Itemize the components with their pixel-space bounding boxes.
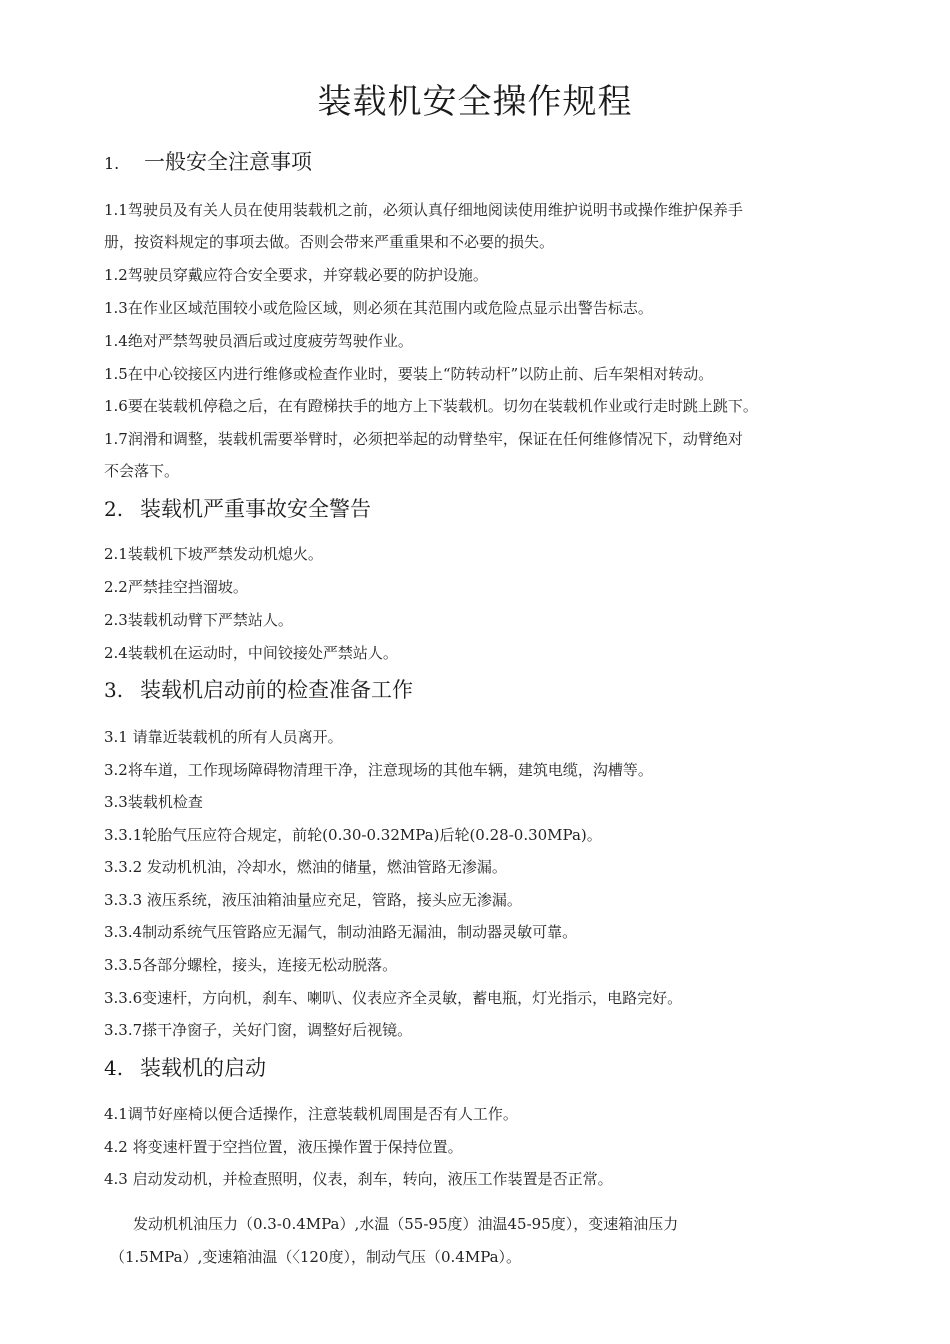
text-line: 2.1装载机下坡严禁发动机熄火。 [104, 545, 323, 563]
section-3-heading [104, 674, 413, 704]
section-2-heading [104, 493, 371, 523]
paragraph-line: 发动机机油压力（0.3-0.4MPa）,水温（55-95度）油温45-95度），变速箱油压力 [133, 1215, 679, 1233]
section-title: 装载机的启动 [140, 1056, 266, 1080]
text-line: 2.2严禁挂空挡溜坡。 [104, 578, 248, 596]
text-line: 1.6要在装载机停稳之后，在有蹬梯扶手的地方上下装载机。切勿在装载机作业或行走时跳上跳下。 [104, 397, 758, 415]
text-line: 3.3.6变速杆，方向机，刹车、喇叭、仪表应齐全灵敏，蓄电瓶，灯光指示，电路完好。 [104, 989, 683, 1007]
text-line: 3.1 请靠近装载机的所有人员离开。 [104, 728, 343, 746]
text-line: 2.4装载机在运动时，中间铰接处严禁站人。 [104, 644, 398, 662]
section-number: 3. [104, 678, 124, 702]
text-line: 3.3.3 液压系统，液压油箱油量应充足，管路，接头应无渗漏。 [104, 891, 522, 909]
section-4-heading [104, 1052, 266, 1082]
text-line: 3.3.7搽干净窗子，关好门窗，调整好后视镜。 [104, 1021, 413, 1039]
text-line: 4.2 将变速杆置于空挡位置，液压操作置于保持位置。 [104, 1138, 463, 1156]
document-title: 装载机安全操作规程 [317, 82, 633, 122]
text-line: 3.3装载机检查 [104, 793, 203, 811]
section-title: 装载机启动前的检查准备工作 [140, 678, 413, 702]
text-line: 1.4绝对严禁驾驶员酒后或过度疲劳驾驶作业。 [104, 332, 413, 350]
text-line: 1.7润滑和调整，装载机需要举臂时，必须把举起的动臂垫牢，保证在任何维修情况下，动臂绝对 [104, 430, 743, 448]
text-line: 1.2驾驶员穿戴应符合安全要求，并穿载必要的防护设施。 [104, 266, 488, 284]
section-title: 一般安全注意事项 [144, 150, 312, 174]
text-line: 不会落下。 [104, 462, 180, 480]
text-line: 2.3装载机动臂下严禁站人。 [104, 611, 293, 629]
text-line: 3.3.5各部分螺栓，接头，连接无松动脱落。 [104, 956, 398, 974]
section-1-heading [104, 146, 312, 176]
text-line: 1.1驾驶员及有关人员在使用装载机之前，必须认真仔细地阅读使用维护说明书或操作维护保养手 [104, 201, 743, 219]
text-line: 4.1调节好座椅以便合适操作，注意装载机周围是否有人工作。 [104, 1105, 518, 1123]
text-line: 3.3.2 发动机机油，冷却水，燃油的储量，燃油管路无渗漏。 [104, 858, 507, 876]
text-line: 1.3在作业区域范围较小或危险区域，则必须在其范围内或危险点显示出警告标志。 [104, 299, 653, 317]
section-title: 装载机严重事故安全警告 [140, 497, 371, 521]
paragraph-line: （1.5MPa）,变速箱油温（〈120度），制动气压（0.4MPa）。 [110, 1248, 522, 1266]
section-number: 4. [104, 1056, 124, 1080]
text-line: 4.3 启动发动机，并检查照明，仪表，刹车，转向，液压工作装置是否正常。 [104, 1170, 613, 1188]
section-number: 2. [104, 497, 124, 521]
text-line: 1.5在中心铰接区内进行维修或检查作业时，要装上“防转动杆”以防止前、后车架相对转动。 [104, 365, 714, 383]
section-number: 1. [104, 154, 120, 173]
text-line: 3.3.4制动系统气压管路应无漏气，制动油路无漏油，制动器灵敏可靠。 [104, 923, 578, 941]
text-line: 3.3.1轮胎气压应符合规定，前轮(0.30-0.32MPa)后轮(0.28-0.30MPa)。 [104, 826, 602, 844]
text-line: 册，按资料规定的事项去做。否则会带来严重重果和不必要的损失。 [104, 233, 555, 251]
text-line: 3.2将车道，工作现场障碍物清理干净，注意现场的其他车辆，建筑电缆，沟槽等。 [104, 761, 653, 779]
